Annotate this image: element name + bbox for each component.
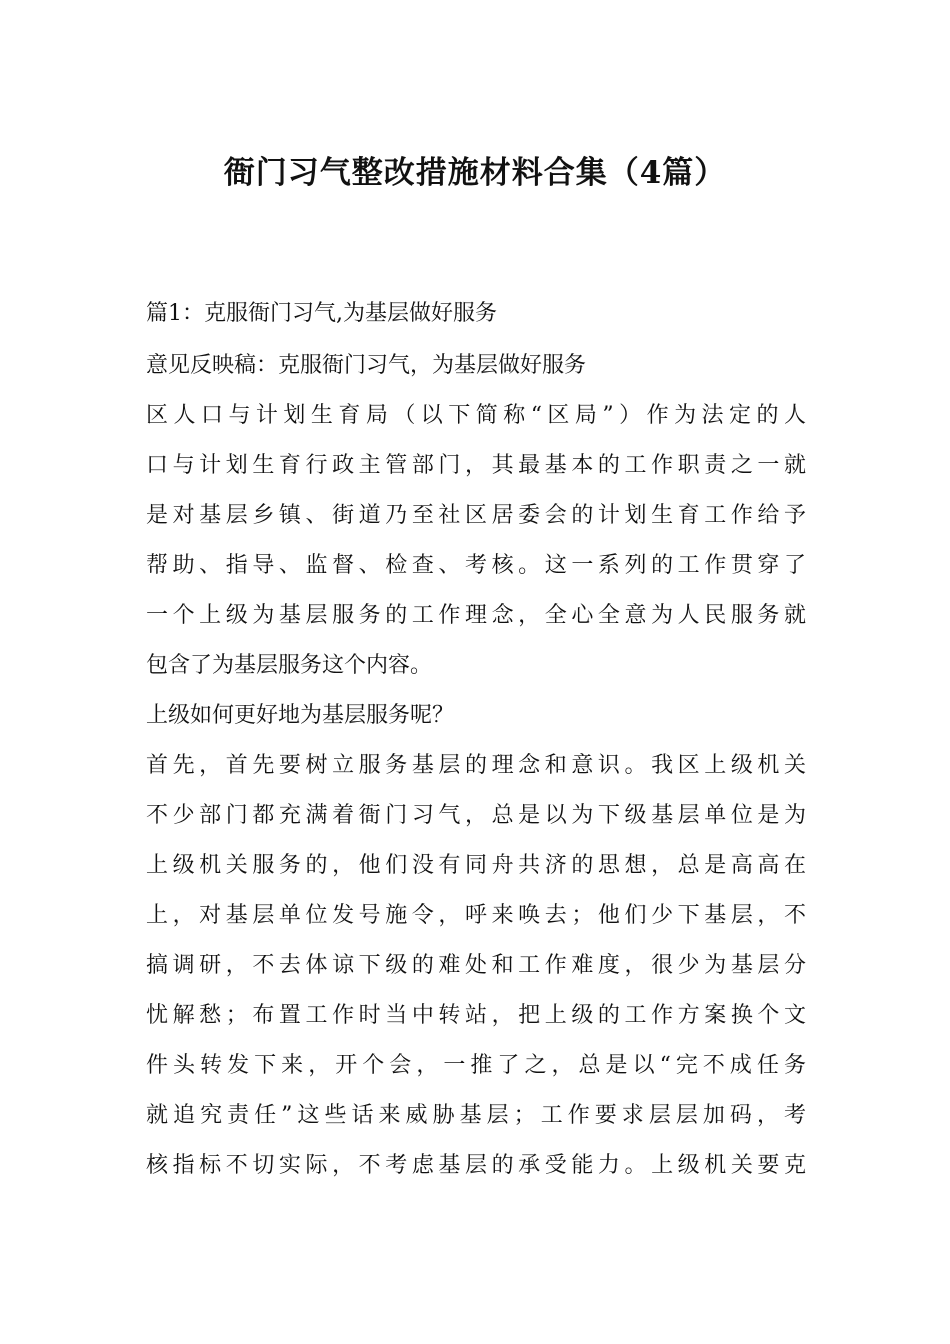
paragraph-line: 首先，首先要树立服务基层的理念和意识。我区上级机关 [146, 753, 806, 778]
paragraph-line: 一个上级为基层服务的工作理念，全心全意为人民服务就 [146, 603, 806, 628]
paragraph-line: 件头转发下来，开个会，一推了之，总是以“完不成任务 [146, 1053, 806, 1078]
question-line: 上级如何更好地为基层服务呢？ [146, 703, 455, 728]
paragraph-line: 忧解愁；布置工作时当中转站，把上级的工作方案换个文 [146, 1003, 806, 1028]
paragraph-line: 就追究责任”这些话来威胁基层；工作要求层层加码，考 [146, 1103, 806, 1128]
paragraph-line: 不少部门都充满着衙门习气，总是以为下级基层单位是为 [146, 803, 806, 828]
paragraph-line: 是对基层乡镇、街道乃至社区居委会的计划生育工作给予 [146, 503, 806, 528]
paragraph-line: 搞调研，不去体谅下级的难处和工作难度，很少为基层分 [146, 953, 806, 978]
paragraph-line: 核指标不切实际，不考虑基层的承受能力。上级机关要克 [146, 1153, 806, 1178]
paragraph-line: 上，对基层单位发号施令，呼来唤去；他们少下基层，不 [146, 903, 806, 928]
section-subheading: 意见反映稿：克服衙门习气，为基层做好服务 [146, 353, 587, 378]
paragraph-line: 包含了为基层服务这个内容。 [146, 653, 433, 678]
paragraph-line: 区人口与计划生育局（以下简称“区局”）作为法定的人 [146, 403, 806, 428]
paragraph-line: 帮助、指导、监督、检查、考核。这一系列的工作贯穿了 [146, 553, 806, 578]
document-title: 衙门习气整改措施材料合集（4篇） [223, 155, 727, 191]
paragraph-line: 口与计划生育行政主管部门，其最基本的工作职责之一就 [146, 453, 806, 478]
section-heading: 篇1：克服衙门习气,为基层做好服务 [146, 301, 497, 326]
paragraph-line: 上级机关服务的，他们没有同舟共济的思想，总是高高在 [146, 853, 806, 878]
